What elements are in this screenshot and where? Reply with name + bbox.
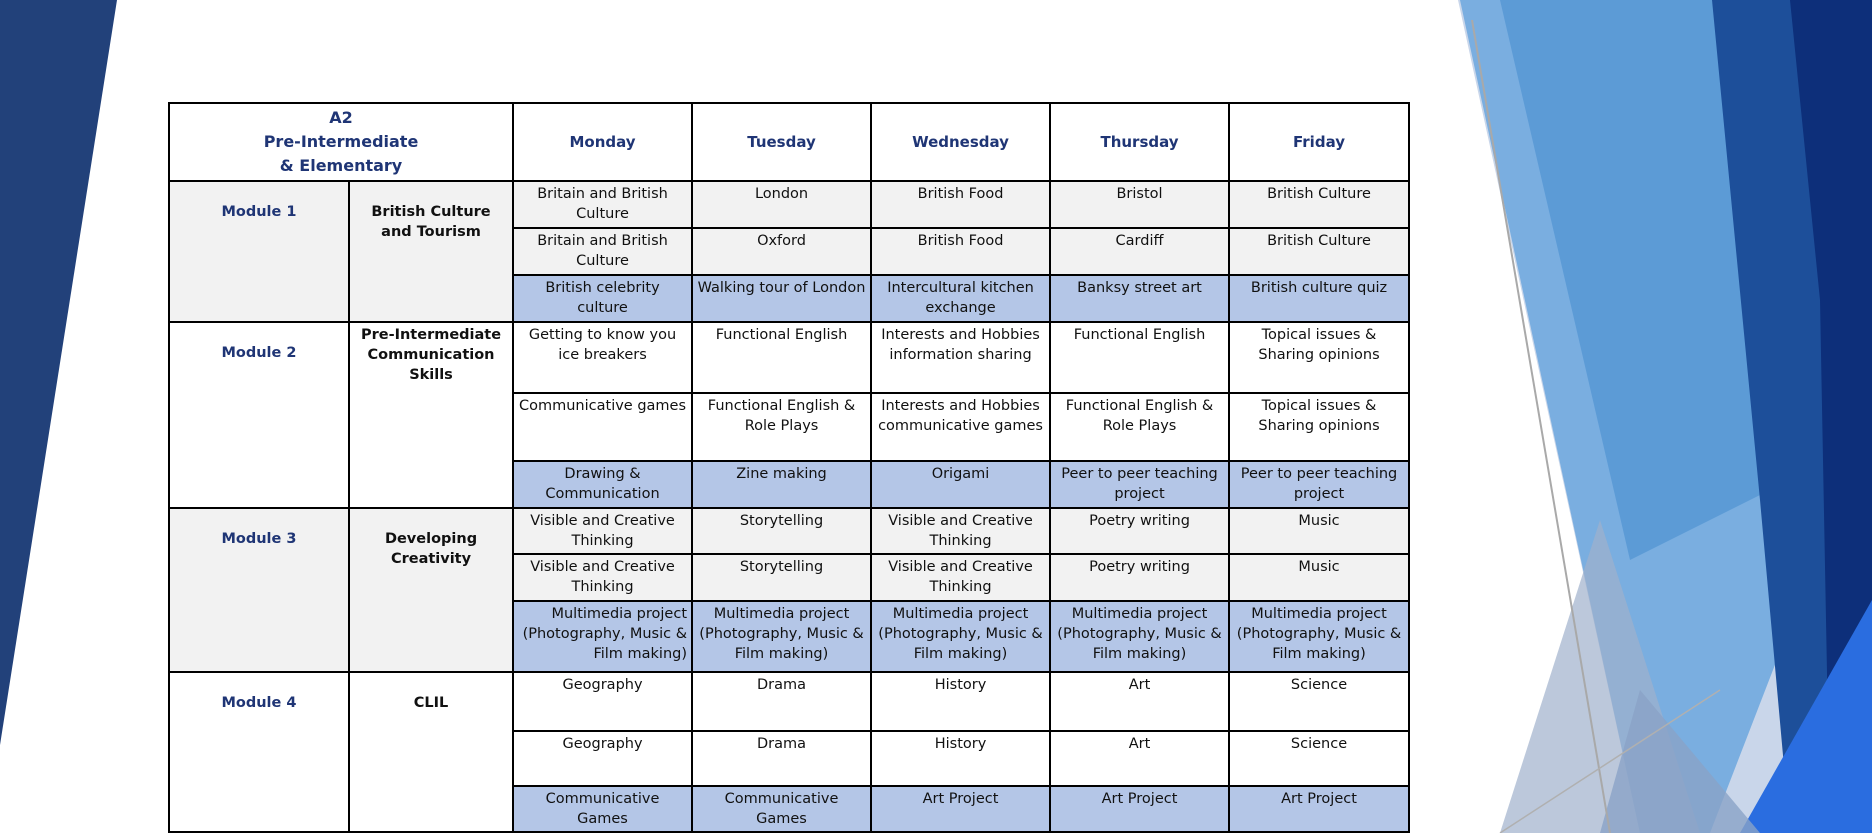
level-heading: [169, 103, 513, 181]
day-heading-wednesday: Wednesday: [871, 103, 1050, 181]
activity-cell: British celebrity culture: [513, 275, 692, 322]
schedule-cell: Visible and Creative Thinking: [871, 554, 1050, 601]
module-topic: Developing Creativity: [349, 508, 513, 672]
activity-cell: Communicative Games: [692, 786, 871, 832]
activity-cell: Peer to peer teaching project: [1229, 461, 1409, 508]
schedule-cell: Poetry writing: [1050, 554, 1229, 601]
schedule-cell: Britain and British Culture: [513, 181, 692, 228]
activity-cell: Walking tour of London: [692, 275, 871, 322]
activity-cell: Peer to peer teaching project: [1050, 461, 1229, 508]
activity-cell: Communicative Games: [513, 786, 692, 832]
day-heading-monday: Monday: [513, 103, 692, 181]
activity-cell: Art Project: [1229, 786, 1409, 832]
schedule-cell: London: [692, 181, 871, 228]
schedule-cell: Geography: [513, 731, 692, 786]
schedule-cell: Drama: [692, 672, 871, 731]
schedule-cell: Storytelling: [692, 508, 871, 554]
schedule-cell: Science: [1229, 731, 1409, 786]
schedule-cell: Cardiff: [1050, 228, 1229, 275]
schedule-cell: Interests and Hobbies information sharing: [871, 322, 1050, 393]
module-topic: Pre-Intermediate Communication Skills: [349, 322, 513, 508]
activity-cell: Banksy street art: [1050, 275, 1229, 322]
schedule-cell: Communicative games: [513, 393, 692, 461]
schedule-cell: Functional English: [692, 322, 871, 393]
schedule-cell: Britain and British Culture: [513, 228, 692, 275]
schedule-cell: Geography: [513, 672, 692, 731]
day-heading-friday: Friday: [1229, 103, 1409, 181]
day-heading-tuesday: Tuesday: [692, 103, 871, 181]
module-label: Module 2: [169, 322, 349, 508]
schedule-cell: Science: [1229, 672, 1409, 731]
schedule-cell: Functional English & Role Plays: [1050, 393, 1229, 461]
activity-cell: Multimedia project (Photography, Music & Film making): [692, 601, 871, 672]
schedule-cell: Music: [1229, 508, 1409, 554]
schedule-cell: History: [871, 731, 1050, 786]
activity-cell: Origami: [871, 461, 1050, 508]
module-topic: CLIL: [349, 672, 513, 832]
schedule-cell: Music: [1229, 554, 1409, 601]
activity-cell: Multimedia project (Photography, Music & Film making): [1229, 601, 1409, 672]
activity-cell: Art Project: [1050, 786, 1229, 832]
table-row: [169, 181, 1409, 228]
activity-cell: Art Project: [871, 786, 1050, 832]
level-line-1: A2: [329, 108, 353, 127]
module-label: Module 1: [169, 181, 349, 322]
activity-cell: British culture quiz: [1229, 275, 1409, 322]
activity-cell: Multimedia project (Photography, Music & Film making): [1050, 601, 1229, 672]
schedule-cell: Oxford: [692, 228, 871, 275]
schedule-cell: Topical issues & Sharing opinions: [1229, 322, 1409, 393]
schedule-cell: Interests and Hobbies communicative games: [871, 393, 1050, 461]
day-heading-thursday: Thursday: [1050, 103, 1229, 181]
schedule-cell: Visible and Creative Thinking: [513, 554, 692, 601]
level-line-2: Pre-Intermediate: [263, 132, 419, 151]
table-row: [169, 672, 1409, 731]
schedule-cell: Functional English & Role Plays: [692, 393, 871, 461]
schedule-cell: British Food: [871, 228, 1050, 275]
left-wedge-shape: [0, 0, 117, 745]
weekly-schedule-table: [168, 102, 1410, 833]
schedule-cell: Bristol: [1050, 181, 1229, 228]
schedule-cell: Art: [1050, 731, 1229, 786]
table-row: [169, 322, 1409, 393]
module-topic: British Culture and Tourism: [349, 181, 513, 322]
schedule-cell: Functional English: [1050, 322, 1229, 393]
table-row: [169, 508, 1409, 554]
schedule-cell: Visible and Creative Thinking: [513, 508, 692, 554]
schedule-cell: Drama: [692, 731, 871, 786]
module-label: Module 4: [169, 672, 349, 832]
schedule-cell: Art: [1050, 672, 1229, 731]
header-row: [169, 103, 1409, 181]
level-line-3: & Elementary: [279, 156, 403, 175]
activity-cell: Multimedia project (Photography, Music & Film making): [513, 601, 692, 672]
activity-cell: Zine making: [692, 461, 871, 508]
schedule-cell: British Culture: [1229, 181, 1409, 228]
schedule-cell: Topical issues & Sharing opinions: [1229, 393, 1409, 461]
activity-cell: Intercultural kitchen exchange: [871, 275, 1050, 322]
schedule-cell: British Food: [871, 181, 1050, 228]
schedule-cell: Poetry writing: [1050, 508, 1229, 554]
schedule-cell: British Culture: [1229, 228, 1409, 275]
schedule-cell: History: [871, 672, 1050, 731]
schedule-cell: Storytelling: [692, 554, 871, 601]
activity-cell: Multimedia project (Photography, Music & Film making): [871, 601, 1050, 672]
module-label: Module 3: [169, 508, 349, 672]
activity-cell: Drawing & Communication: [513, 461, 692, 508]
schedule-cell: Getting to know you ice breakers: [513, 322, 692, 393]
schedule-cell: Visible and Creative Thinking: [871, 508, 1050, 554]
